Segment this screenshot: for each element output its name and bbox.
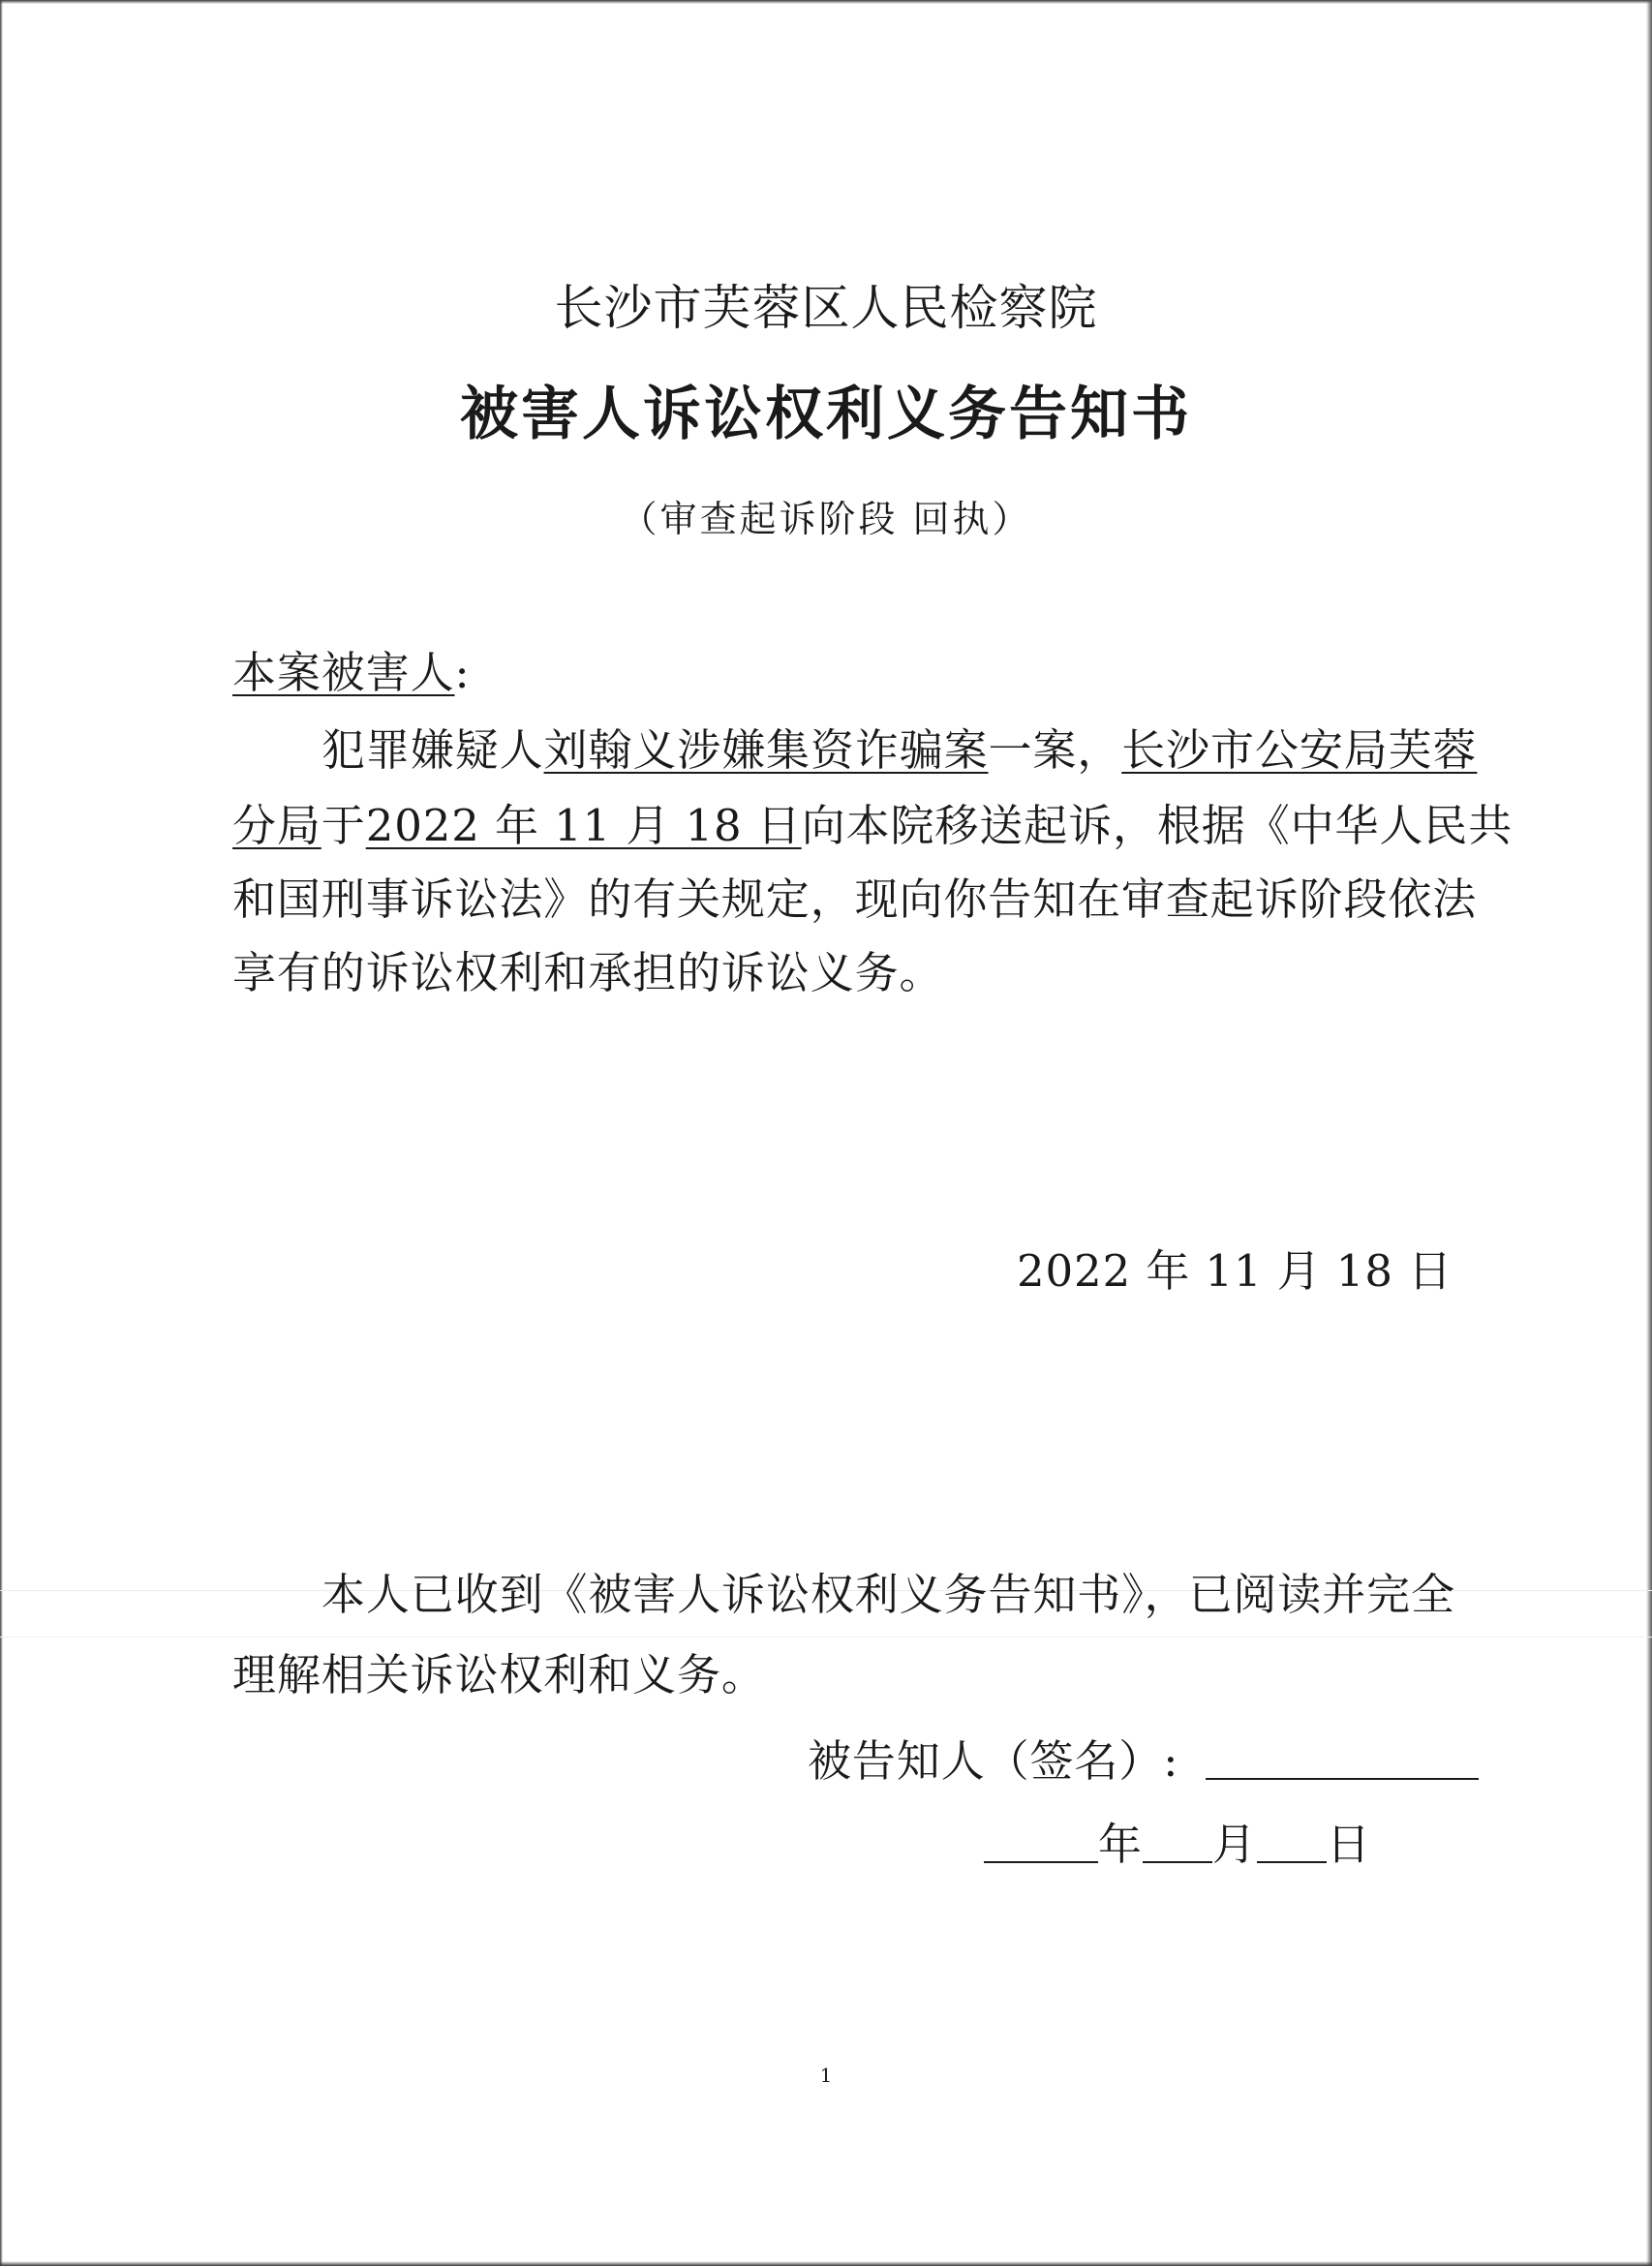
addressee: 本案被害人 [232,647,455,698]
paragraph-line-3: 和国刑事诉讼法》的有关规定，现向你告知在审查起诉阶段依法 [232,873,1478,925]
issue-date: 2022 年 11 月 18 日 [1017,1245,1453,1297]
signature-blank [1206,1777,1479,1780]
signature-row [808,1735,1479,1787]
receipt-line-2: 理解相关诉讼权利和义务。 [232,1649,766,1700]
organization-name: 长沙市芙蓉区人民检察院 [554,280,1098,336]
transfer-date: 2022 年 11 月 18 日 [365,800,802,851]
document-subtitle: （审查起诉阶段 回执） [620,498,1032,540]
addressee-line [232,647,471,698]
year-label: 年 [1098,1819,1143,1870]
agency-name-part2: 分局 [232,800,321,851]
case-name: 刘翰义涉嫌集资诈骗案 [543,724,989,776]
signature-date-row [984,1819,1371,1870]
day-label: 日 [1326,1819,1371,1870]
scan-edge-top [0,0,1652,4]
year-blank [984,1860,1098,1863]
page-number: 1 [819,2064,833,2087]
scan-edge-right [1646,0,1652,2266]
addressee-colon: : [454,647,471,698]
agency-name-part1: 长沙市公安局芙蓉 [1121,724,1478,776]
document-title: 被害人诉讼权利义务告知书 [460,381,1192,448]
month-blank [1143,1860,1212,1863]
scan-artifact-line [0,1637,1652,1638]
signature-label: 被告知人（签名）: [808,1735,1179,1787]
month-label: 月 [1211,1819,1257,1870]
paragraph-line-2-suffix: 向本院移送起诉，根据《中华人民共 [801,800,1514,851]
receipt-line-1: 本人已收到《被害人诉讼权利义务告知书》，已阅读并完全 [321,1569,1455,1620]
day-blank [1257,1860,1327,1863]
paragraph-line-1 [321,724,1478,776]
paragraph-line-2 [232,800,1514,851]
paragraph-line-4: 享有的诉讼权利和承担的诉讼义务。 [232,947,944,998]
case-suffix: 一案， [988,724,1122,776]
scan-edge-left [0,0,3,2266]
date-prefix: 于 [321,800,366,851]
suspect-prefix: 犯罪嫌疑人 [321,724,544,776]
scan-edge-bottom [0,2261,1652,2266]
